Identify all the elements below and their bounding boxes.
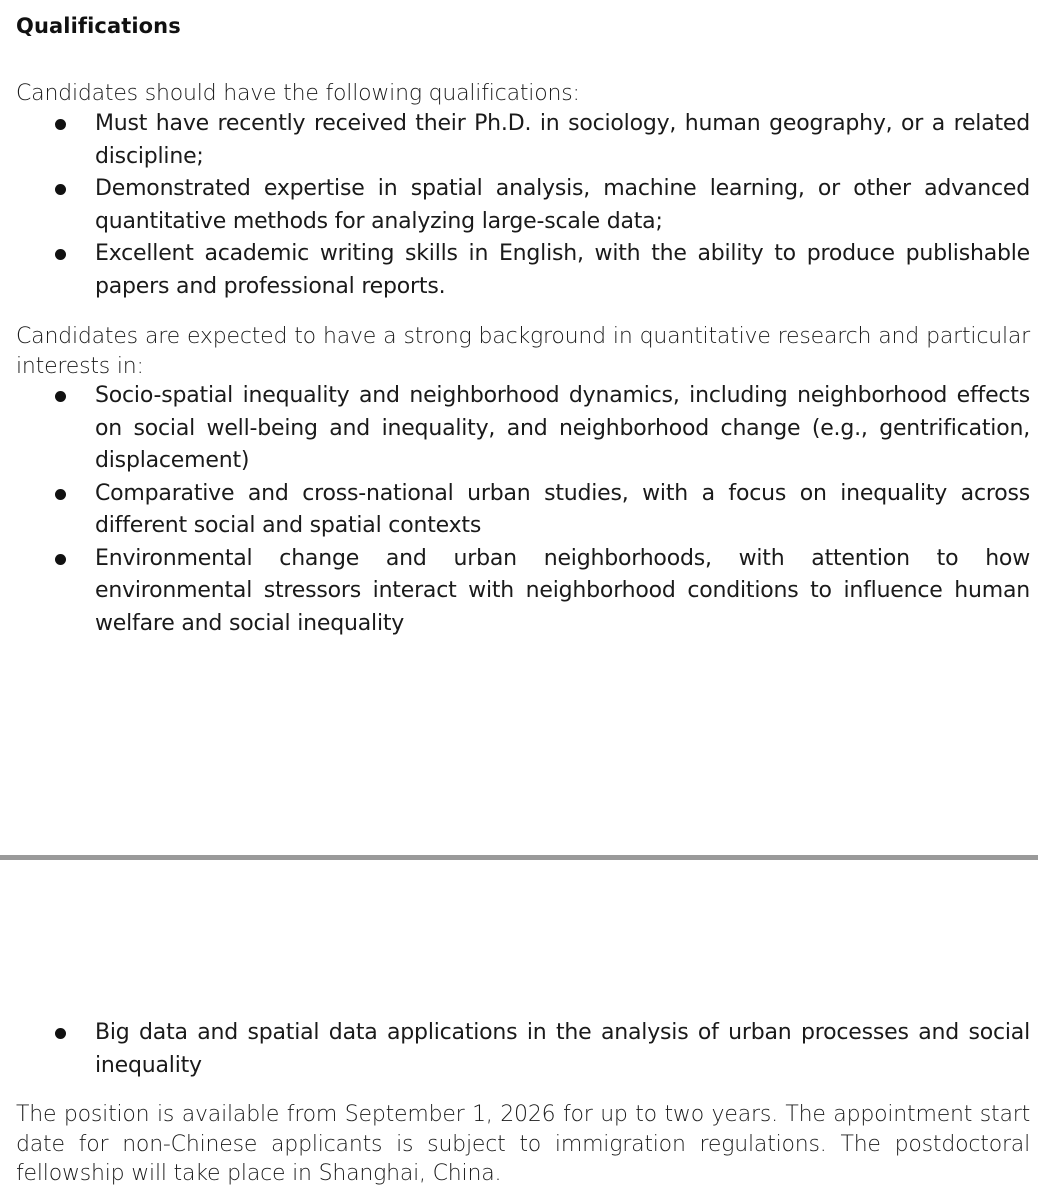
bullet-icon (55, 1028, 66, 1039)
document-page-2 (0, 860, 1038, 1200)
bullet-icon (55, 249, 66, 260)
bullet-icon (55, 184, 66, 195)
section-heading: Qualifications (16, 14, 181, 38)
interests-list-continued (0, 1017, 1038, 1082)
interests-list (0, 380, 1038, 640)
bullet-icon (55, 489, 66, 500)
list-item: Comparative and cross-national urban studies, with a focus on inequality across different social and spatial contexts (0, 478, 1038, 543)
qualifications-intro: Candidates should have the following qualifications: (16, 81, 580, 106)
bullet-icon (55, 391, 66, 402)
bullet-icon (55, 554, 66, 565)
list-item: Environmental change and urban neighborhoods, with attention to how environmental stressors interact with neighborhood conditions to influence human welfare and social inequality (0, 543, 1038, 641)
list-item: Socio-spatial inequality and neighborhood dynamics, including neighborhood effects on social well-being and inequality, and neighborhood change (e.g., gentrification, displacement) (0, 380, 1038, 478)
interests-intro: Candidates are expected to have a strong background in quantitative research and particular interests in: (16, 324, 1030, 379)
list-item: Demonstrated expertise in spatial analysis, machine learning, or other advanced quantitative methods for analyzing large-scale data; (0, 173, 1038, 238)
list-item: Must have recently received their Ph.D. in sociology, human geography, or a related discipline; (0, 108, 1038, 173)
position-note: The position is available from September 1, 2026 for up to two years. The appointment start date for non-Chinese applicants is subject to immigration regulations. The postdoctoral fellowship will take place in Shanghai, China. (16, 1102, 1030, 1186)
qualifications-list (0, 108, 1038, 303)
bullet-icon (55, 119, 66, 130)
list-item: Big data and spatial data applications in the analysis of urban processes and social inequality (0, 1017, 1038, 1082)
list-item: Excellent academic writing skills in English, with the ability to produce publishable papers and professional reports. (0, 238, 1038, 303)
